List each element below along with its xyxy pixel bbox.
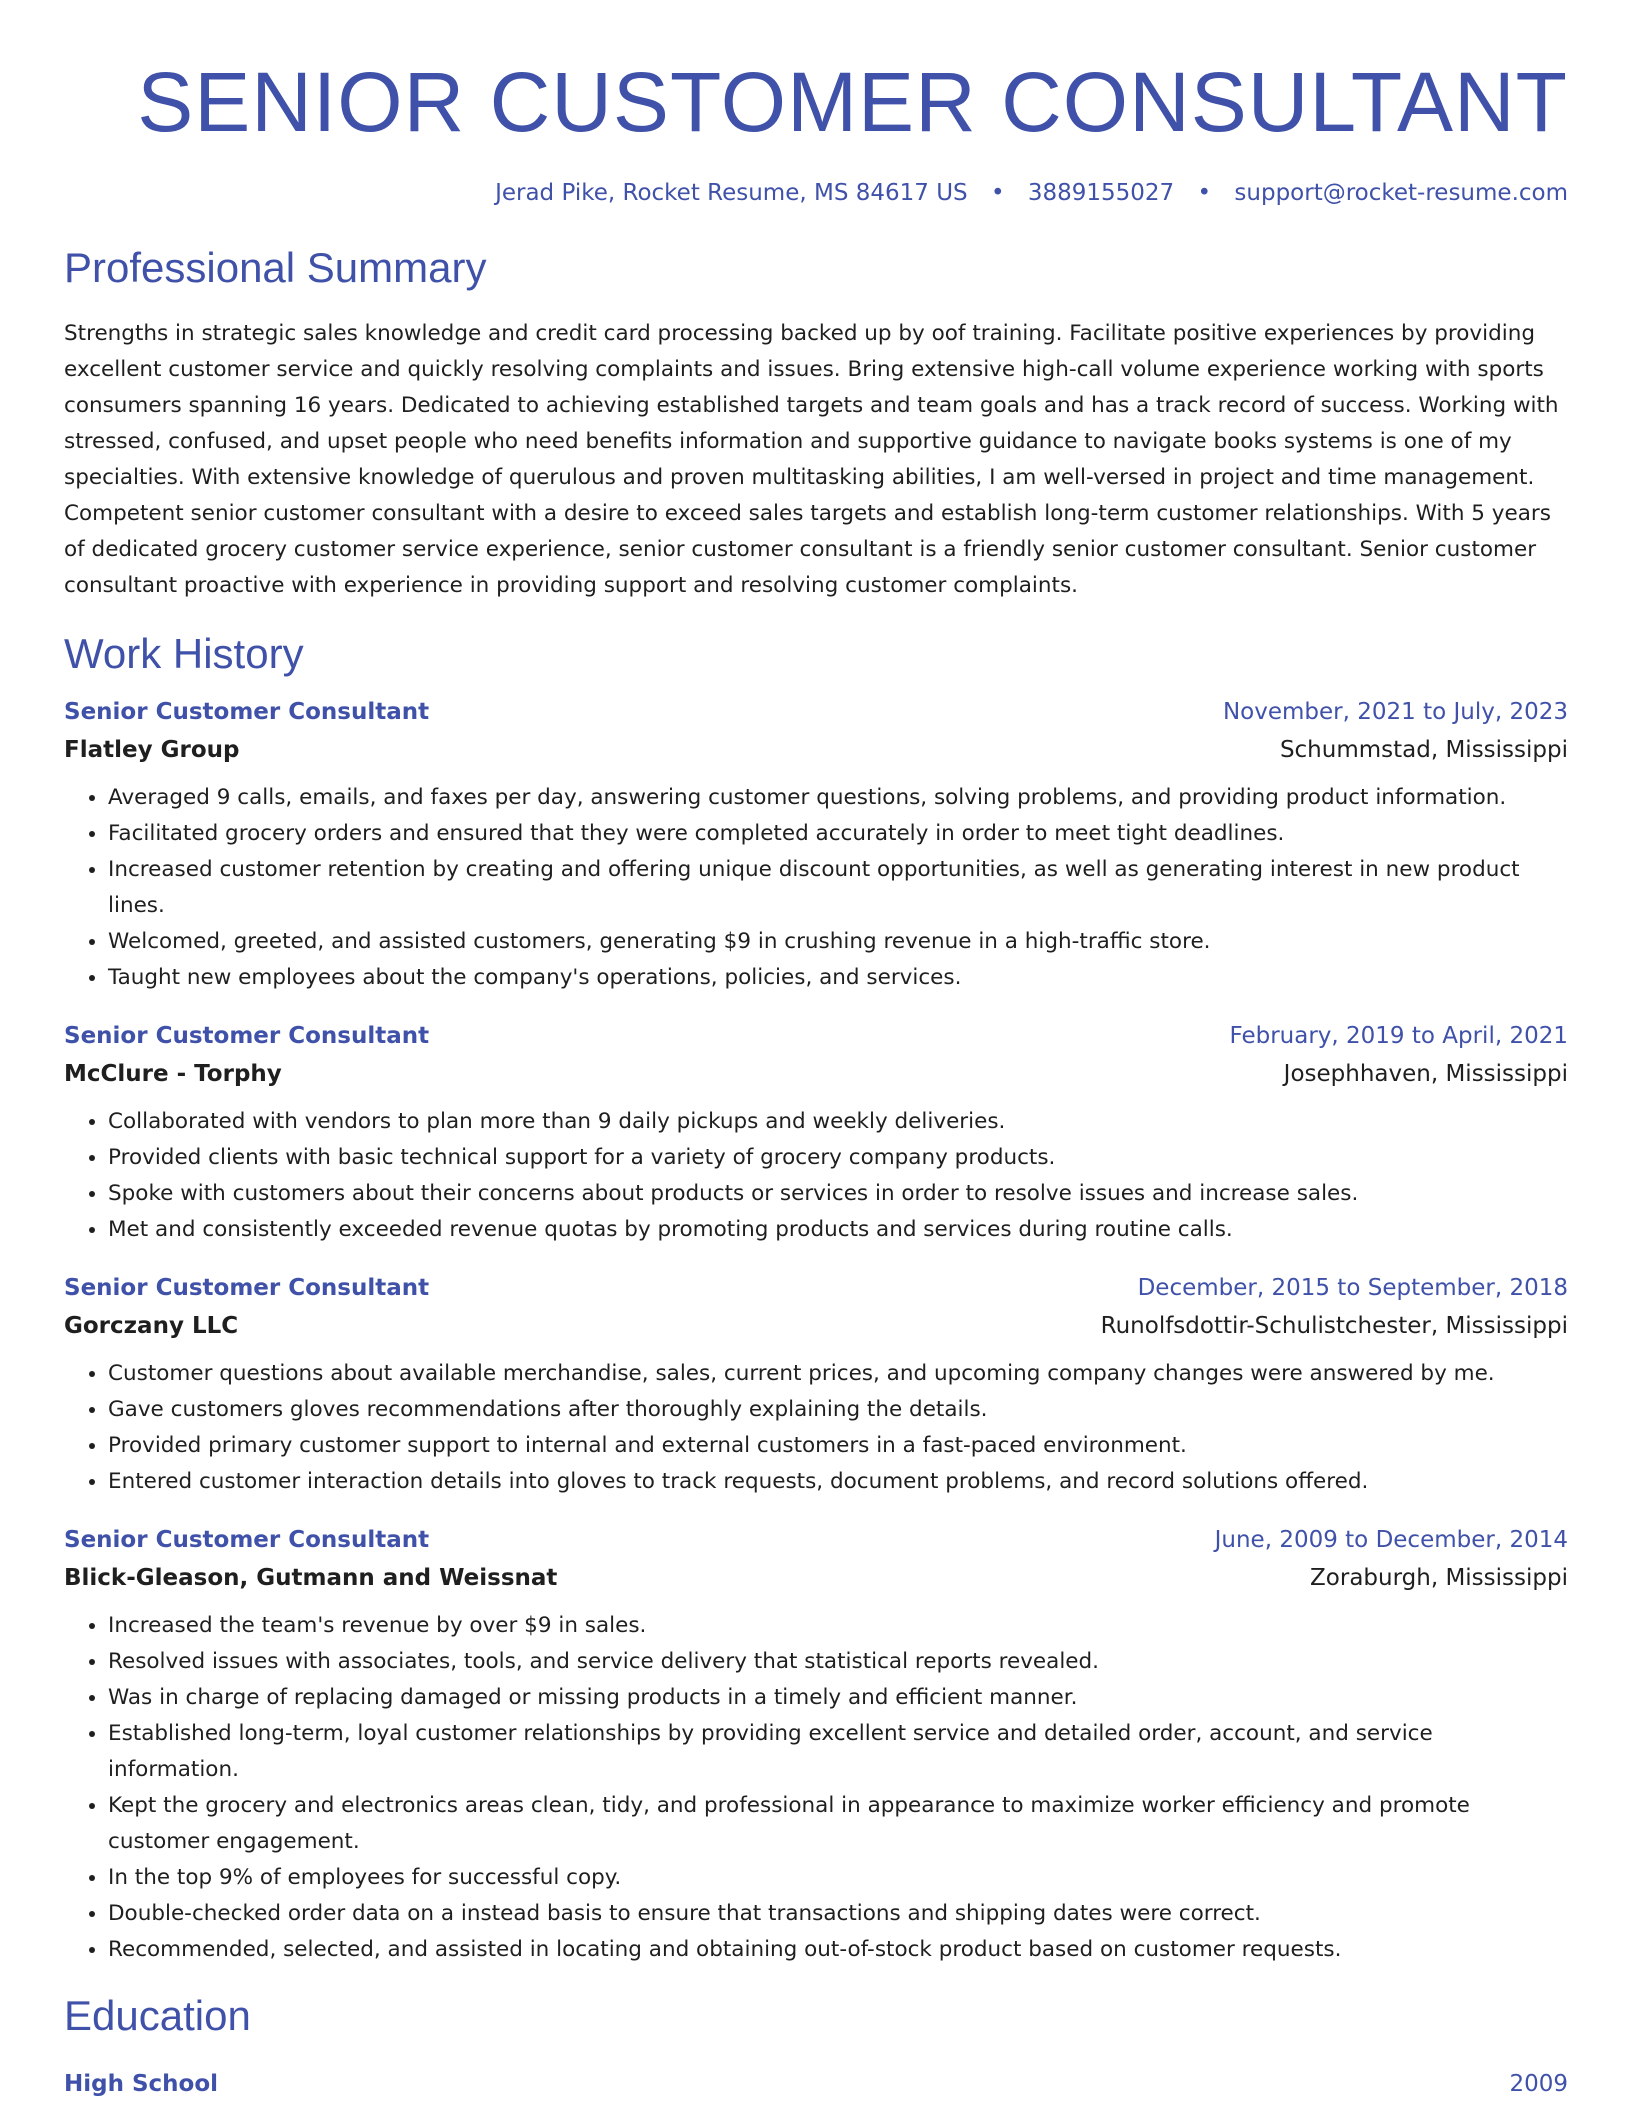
education-entry — [64, 2066, 1568, 2102]
job-dates: February, 2019 to April, 2021 — [1229, 1023, 1568, 1049]
job-bullets — [64, 1104, 1568, 1248]
job-title: Senior Customer Consultant — [64, 699, 430, 725]
job-bullet: • Taught new employees about the company's operations, policies, and services. — [108, 960, 1568, 996]
job-bullet: • Provided clients with basic technical support for a variety of grocery company products. — [108, 1140, 1568, 1176]
job-dates: November, 2021 to July, 2023 — [1222, 699, 1568, 725]
contact-email: support@rocket-resume.com — [1234, 180, 1568, 206]
contact-line — [64, 178, 1568, 208]
contact-address: Jerad Pike, Rocket Resume, MS 84617 US — [495, 180, 968, 206]
job-bullet: • Established long-term, loyal customer relationships by providing excellent service and detailed order, account, and service information. — [108, 1716, 1568, 1788]
job-bullets — [64, 1356, 1568, 1500]
job-bullet: • Double-checked order data on a instead basis to ensure that transactions and shipping dates were correct. — [108, 1896, 1568, 1932]
job-bullet: • Spoke with customers about their concerns about products or services in order to resolve issues and increase sales. — [108, 1176, 1568, 1212]
job-bullet: • Entered customer interaction details into gloves to track requests, document problems, and record solutions offered. — [108, 1464, 1568, 1500]
job-bullet: • Met and consistently exceeded revenue quotas by promoting products and services during routine calls. — [108, 1212, 1568, 1248]
job-bullet: • Resolved issues with associates, tools, and service delivery that statistical reports revealed. — [108, 1644, 1568, 1680]
job-entry — [64, 1018, 1568, 1248]
job-location: Runolfsdottir-Schulistchester, Mississippi — [1100, 1313, 1568, 1339]
job-bullet: • Collaborated with vendors to plan more than 9 daily pickups and weekly deliveries. — [108, 1104, 1568, 1140]
job-title: Senior Customer Consultant — [64, 1275, 430, 1301]
resume-header — [64, 0, 1568, 208]
job-company: Blick-Gleason, Gutmann and Weissnat — [64, 1565, 558, 1591]
job-title: Senior Customer Consultant — [64, 1023, 430, 1049]
job-location: Zoraburgh, Mississippi — [1310, 1565, 1568, 1591]
job-bullet: • In the top 9% of employees for successful copy. — [108, 1860, 1568, 1896]
job-bullet: • Facilitated grocery orders and ensured that they were completed accurately in order to meet tight deadlines. — [108, 816, 1568, 852]
summary-heading: Professional Summary — [64, 244, 487, 291]
job-entry — [64, 1522, 1568, 1968]
education-year: 2009 — [1509, 2071, 1568, 2097]
contact-separator: • — [990, 180, 1005, 206]
education-degree: High School — [64, 2071, 219, 2097]
job-entry — [64, 1270, 1568, 1500]
job-bullet: • Was in charge of replacing damaged or missing products in a timely and efficient manner. — [108, 1680, 1568, 1716]
job-company: Flatley Group — [64, 737, 240, 763]
job-bullet: • Provided primary customer support to internal and external customers in a fast-paced environment. — [108, 1428, 1568, 1464]
job-bullet: • Averaged 9 calls, emails, and faxes per day, answering customer questions, solving problems, and providing product information. — [108, 780, 1568, 816]
page-title: SENIOR CUSTOMER CONSULTANT — [137, 55, 1568, 149]
contact-phone: 3889155027 — [1027, 180, 1175, 206]
education-heading: Education — [64, 1992, 251, 2039]
job-bullet: • Welcomed, greeted, and assisted customers, generating $9 in crushing revenue in a high-traffic store. — [108, 924, 1568, 960]
job-bullets — [64, 1608, 1568, 1968]
job-company: McClure - Torphy — [64, 1061, 282, 1087]
job-bullet: • Kept the grocery and electronics areas clean, tidy, and professional in appearance to maximize worker efficiency and promote customer engagement. — [108, 1788, 1568, 1860]
job-bullet: • Increased customer retention by creating and offering unique discount opportunities, as well as generating interest in new product lines. — [108, 852, 1568, 924]
contact-separator: • — [1197, 180, 1212, 206]
job-title: Senior Customer Consultant — [64, 1527, 430, 1553]
job-bullet: • Increased the team's revenue by over $9 in sales. — [108, 1608, 1568, 1644]
job-bullet: • Gave customers gloves recommendations after thoroughly explaining the details. — [108, 1392, 1568, 1428]
job-bullet: • Recommended, selected, and assisted in locating and obtaining out-of-stock product based on customer requests. — [108, 1932, 1568, 1968]
work-history-heading: Work History — [64, 630, 304, 677]
job-entry — [64, 694, 1568, 996]
job-location: Schummstad, Mississippi — [1279, 737, 1568, 763]
job-dates: December, 2015 to September, 2018 — [1137, 1275, 1568, 1301]
job-company: Gorczany LLC — [64, 1313, 239, 1339]
summary-text: Strengths in strategic sales knowledge and credit card processing backed up by oof training. Facilitate positive experiences by providing excellent customer service and quickly resolving complaints and issues. Bring extensive high-call volume experience working with sports consumers spanning 16 years. Dedicated to achieving established targets and team goals and has a track record of success. Working with stressed, confused, and upset people who need benefits information and supportive guidance to navigate books systems is one of my specialties. With extensive knowledge of querulous and proven multitasking abilities, I am well-versed in project and time management. Competent senior customer consultant with a desire to exceed sales targets and establish long-term customer relationships. With 5 years of dedicated grocery customer service experience, senior customer consultant is a friendly senior customer consultant. Senior customer consultant proactive with experience in providing support and resolving customer complaints. — [64, 321, 1559, 598]
job-bullet: • Customer questions about available merchandise, sales, current prices, and upcoming company changes were answered by me. — [108, 1356, 1568, 1392]
job-bullets — [64, 780, 1568, 996]
job-dates: June, 2009 to December, 2014 — [1214, 1527, 1568, 1553]
job-location: Josephhaven, Mississippi — [1283, 1061, 1568, 1087]
